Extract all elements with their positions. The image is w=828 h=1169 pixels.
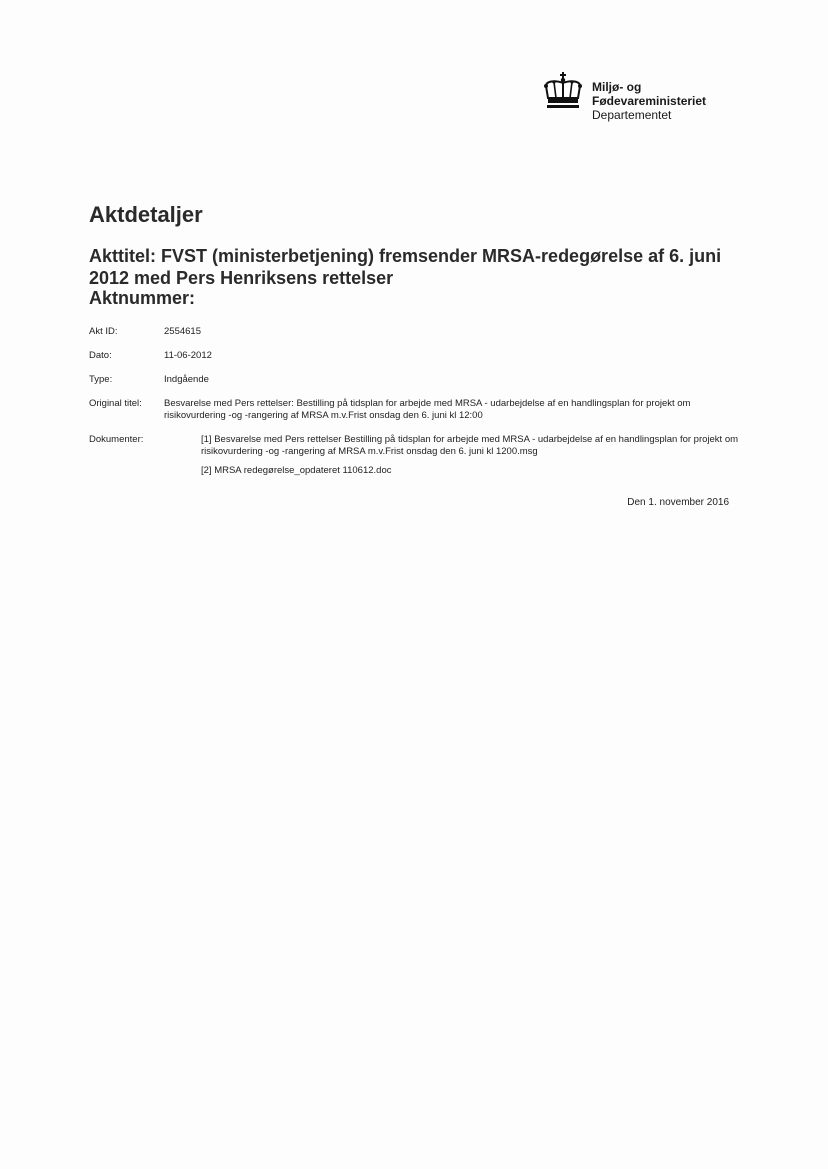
ministry-name-line1: Miljø- og <box>592 80 642 94</box>
document-item-1[interactable]: [1] Besvarelse med Pers rettelser Bestilling på tidsplan for arbejde med MRSA - udarbejdelse af en handlingsplan for projekt om risikovurdering -og -rangering af MRSA m.v.Frist onsdag den 6. juni kl 1200.msg <box>201 434 739 457</box>
document-title: Akttitel: FVST (ministerbetjening) fremsender MRSA-redegørelse af 6. juni 2012 med Pers Henriksens rettelser <box>89 246 722 288</box>
documents-label: Dokumenter: <box>89 434 144 445</box>
ministry-name <box>592 80 706 122</box>
original-title-value: Besvarelse med Pers rettelser: Bestilling på tidsplan for arbejde med MRSA - udarbejdelse af en handlingsplan for projekt om risikovurdering -og -rangering af MRSA m.v.Frist onsdag den 6. juni kl 12:00 <box>164 398 691 421</box>
dato-value: 11-06-2012 <box>164 350 212 361</box>
crown-icon <box>543 72 583 110</box>
ministry-name-line2: Fødevareministeriet <box>592 94 707 108</box>
ministry-logo <box>543 72 713 124</box>
akt-id-value: 2554615 <box>164 326 201 337</box>
documents-list <box>201 434 741 484</box>
document-item-2[interactable]: [2] MRSA redegørelse_opdateret 110612.doc <box>201 465 392 476</box>
document-number-label: Aktnummer: <box>89 288 196 308</box>
page-title: Aktdetaljer <box>89 202 203 227</box>
department-name: Departementet <box>592 108 672 122</box>
type-label: Type: <box>89 374 113 385</box>
document-date: Den 1. november 2016 <box>627 497 729 508</box>
type-value: Indgående <box>164 374 209 385</box>
original-title-label: Original titel: <box>89 398 142 409</box>
akt-id-label: Akt ID: <box>89 326 118 337</box>
dato-label: Dato: <box>89 350 112 361</box>
